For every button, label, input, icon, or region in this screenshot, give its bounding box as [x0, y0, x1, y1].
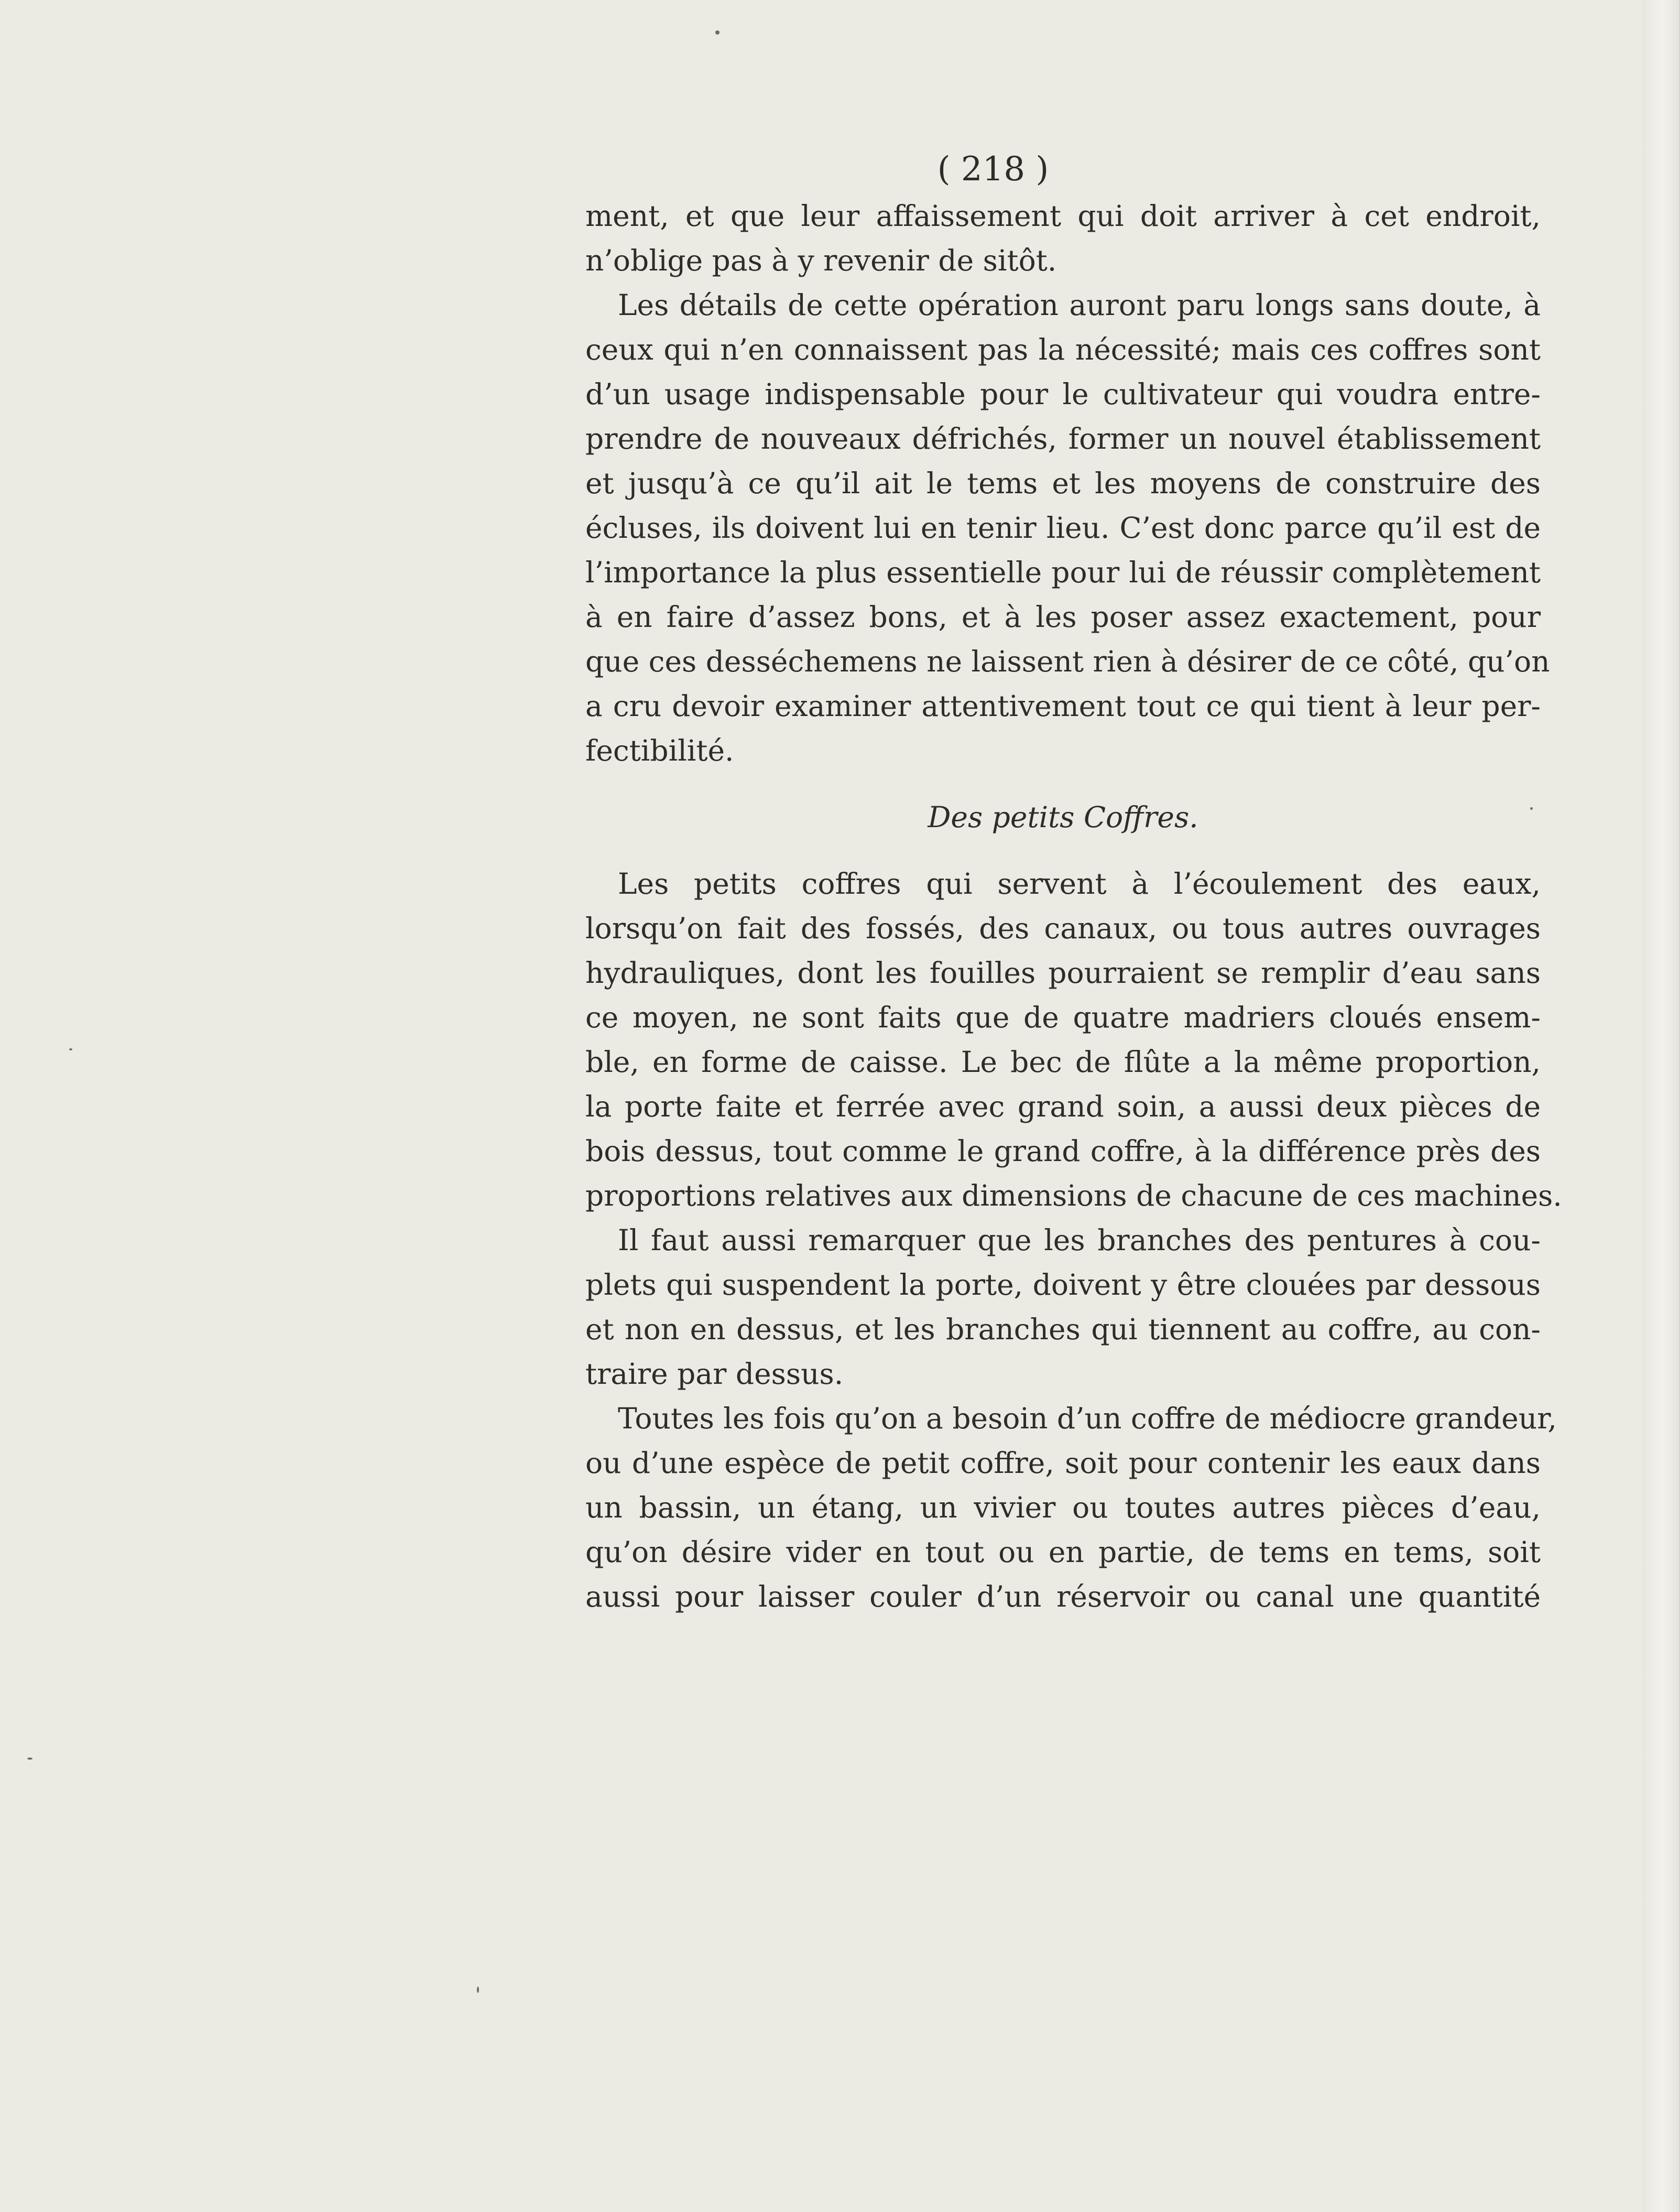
text-line: ce moyen, ne sont faits que de quatre madriers cloués ensem-: [585, 1001, 1541, 1034]
paragraph-3: [585, 1218, 1541, 1396]
text-line: et jusqu’à ce qu’il ait le tems et les moyens de construire des: [585, 467, 1541, 500]
paragraph-4: [585, 1396, 1557, 1619]
paper-speck: [715, 30, 719, 35]
text-line: Toutes les fois qu’on a besoin d’un coffre de médiocre grandeur,: [618, 1402, 1557, 1435]
paper-speck: [69, 1048, 72, 1050]
text-line: que ces desséchemens ne laissent rien à désirer de ce côté, qu’on: [585, 645, 1550, 678]
text-line: hydrauliques, dont les fouilles pourraient se remplir d’eau sans: [585, 956, 1541, 990]
document-body: [585, 194, 1562, 1619]
text-line: lorsqu’on fait des fossés, des canaux, ou tous autres ouvrages: [585, 912, 1541, 945]
paragraph-2: [585, 862, 1562, 1218]
text-line: a cru devoir examiner attentivement tout ce qui tient à leur per-: [585, 689, 1541, 723]
text-line: prendre de nouveaux défrichés, former un nouvel établissement: [585, 422, 1541, 456]
text-line: n’oblige pas à y revenir de sitôt.: [585, 244, 1057, 277]
paper-speck: [27, 1758, 32, 1760]
text-line: l’importance la plus essentielle pour lui de réussir complètement: [585, 556, 1541, 589]
page-edge: [1642, 0, 1679, 2212]
text-line: plets qui suspendent la porte, doivent y être clouées par dessous: [585, 1268, 1541, 1302]
text-line: Les petits coffres qui servent à l’écoulement des eaux,: [618, 867, 1541, 901]
section-heading: Des petits Coffres.: [928, 800, 1198, 834]
text-line: ceux qui n’en connaissent pas la nécessité; mais ces coffres sont: [585, 333, 1541, 366]
text-line: traire par dessus.: [585, 1357, 844, 1391]
text-line: Les détails de cette opération auront paru longs sans doute, à: [618, 288, 1541, 322]
text-line: ble, en forme de caisse. Le bec de flûte a la même proportion,: [585, 1045, 1541, 1079]
text-line: un bassin, un étang, un vivier ou toutes autres pièces d’eau,: [585, 1491, 1541, 1524]
text-line: fectibilité.: [585, 734, 734, 767]
text-line: à en faire d’assez bons, et à les poser assez exactement, pour: [585, 600, 1541, 634]
text-line: la porte faite et ferrée avec grand soin, a aussi deux pièces de: [585, 1090, 1541, 1123]
text-line: aussi pour laisser couler d’un réservoir ou canal une quantité: [585, 1580, 1541, 1613]
paragraph-1: [585, 283, 1550, 773]
paper-speck: [477, 1987, 479, 1993]
text-line: et non en dessus, et les branches qui tiennent au coffre, au con-: [585, 1313, 1541, 1346]
text-line: qu’on désire vider en tout ou en partie, de tems en tems, soit: [585, 1535, 1541, 1569]
text-line: bois dessus, tout comme le grand coffre, à la différence près des: [585, 1134, 1541, 1168]
text-line: ou d’une espèce de petit coffre, soit pour contenir les eaux dans: [585, 1446, 1541, 1480]
text-line: d’un usage indispensable pour le cultivateur qui voudra entre-: [585, 377, 1541, 411]
text-line: ment, et que leur affaissement qui doit arriver à cet endroit,: [585, 199, 1541, 233]
text-line: écluses, ils doivent lui en tenir lieu. C’est donc parce qu’il est de: [585, 511, 1541, 545]
text-line: Il faut aussi remarquer que les branches des pentures à cou-: [618, 1223, 1541, 1257]
intro-paragraph: [585, 194, 1541, 283]
text-line: proportions relatives aux dimensions de chacune de ces machines.: [585, 1179, 1562, 1212]
page-number: ( 218 ): [937, 150, 1049, 189]
